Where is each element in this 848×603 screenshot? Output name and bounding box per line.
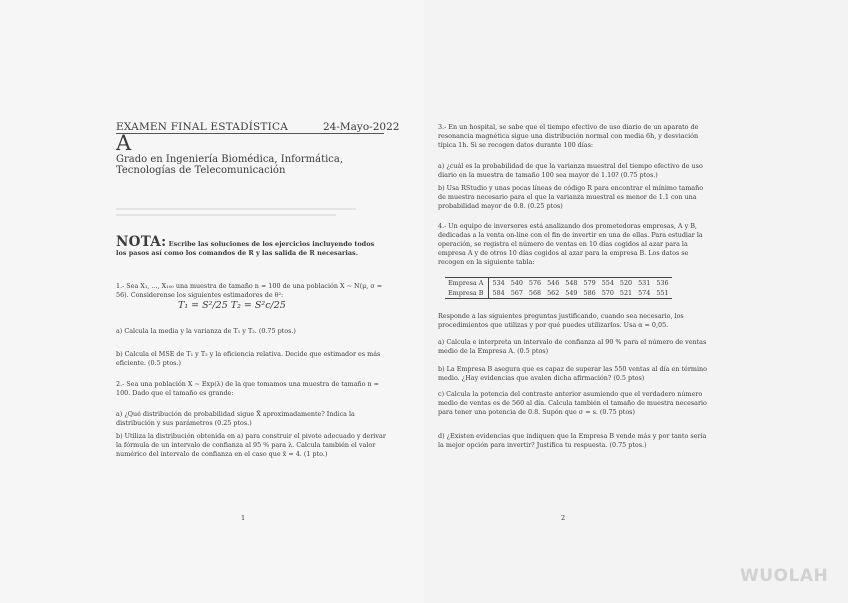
problem-2b: b) Utiliza la distribución obtenida en a) para construir el pivote adecuado y derivar la fórmula de un intervalo de confianza al 95 % para λ. Calcula también el valor numérico del intervalo de confianza en el caso que x̄ = 4. (1 pto.)	[116, 432, 386, 458]
table-cell: 534	[489, 278, 508, 289]
faint-divider	[116, 214, 336, 216]
table-cell: 531	[635, 278, 653, 289]
page-number-right: 2	[561, 514, 566, 522]
table-cell: 548	[562, 278, 580, 289]
table-cell: 549	[562, 288, 580, 299]
table-cell: 521	[617, 288, 635, 299]
table-row-label: Empresa A	[445, 278, 489, 289]
nota-block	[116, 234, 386, 257]
problem-2-statement: 2.- Sea una población X ∼ Exp(λ) de la que tomamos una muestra de tamaño n = 100. Dado que el tamaño es grande:	[116, 380, 379, 397]
exam-version: A	[116, 131, 132, 155]
table-cell: 536	[653, 278, 671, 289]
degree-title: Grado en Ingeniería Biomédica, Informática, Tecnologías de Telecomunicación	[116, 154, 344, 176]
table-cell: 540	[508, 278, 526, 289]
header-rule	[116, 133, 384, 134]
nota-heading: NOTA:	[116, 234, 167, 250]
table-cell: 567	[508, 288, 526, 299]
table-cell: 520	[617, 278, 635, 289]
exam-title: EXAMEN FINAL ESTADÍSTICA	[116, 121, 289, 133]
wuolah-watermark: WUOLAH	[740, 566, 829, 586]
problem-1-formula: T₁ = S²/25 T₂ = S²c/25	[178, 300, 286, 311]
table-cell: 568	[526, 288, 544, 299]
problem-4-intro: Responde a las siguientes preguntas justificando, cuando sea necesario, los procedimientos que utilizas y por qué puedes utilizarlos. Usa α = 0,05.	[438, 312, 684, 329]
table-cell: 586	[581, 288, 599, 299]
problem-4a: a) Calcula e interpreta un intervalo de confianza al 90 % para el número de ventas medio de la Empresa A. (0.5 ptos)	[438, 338, 707, 355]
problem-4d: d) ¿Existen evidencias que indiquen que la Empresa B vende más y por tanto sería la mejor opción para invertir? Justifica tu respuesta. (0.75 ptos.)	[438, 432, 707, 449]
faint-divider	[116, 208, 356, 210]
problem-1-statement: 1.- Sea X₁, ..., X₁₀₀ una muestra de tamaño n = 100 de una población X ∼ N(μ, σ = 56). Considerense los siguientes estimadores de θ²:	[116, 282, 383, 299]
sales-table	[445, 277, 672, 299]
table-cell: 584	[489, 288, 508, 299]
table-row	[445, 278, 672, 289]
table-cell: 579	[581, 278, 599, 289]
problem-4-statement: 4.- Un equipo de inversores está analizando dos prometedoras empresas, A y B, dedicadas a la venta on-line con el fin de invertir en una de ellas. Para estudiar la operación, se registra el número de ventas en 10 días cogidos al azar para la empresa A y de otros 10 días cogidos al azar para la empresa B. Los datos se recogen en la siguiente tabla:	[438, 222, 703, 266]
table-row-label: Empresa B	[445, 288, 489, 299]
table-cell: 546	[544, 278, 562, 289]
table-cell: 554	[599, 278, 617, 289]
table-row	[445, 288, 672, 299]
nota-text: Escribe las soluciones de los ejercicios incluyendo todos los pasos así como los comandos de R y las salida de R necesarias.	[116, 240, 375, 257]
table-cell: 551	[653, 288, 671, 299]
problem-4c: c) Calcula la potencia del contraste anterior asumiendo que el verdadero número medio de ventas es de 560 al día. Calcula también el tamaño de muestra necesario para tener una potencia de 0.8. Supón que σ = s. (0.75 ptos)	[438, 390, 707, 416]
table-cell: 576	[526, 278, 544, 289]
exam-date: 24-Mayo-2022	[323, 121, 400, 133]
problem-1a: a) Calcula la media y la varianza de T₁ y T₂. (0.75 ptos.)	[116, 327, 296, 335]
table-cell: 574	[635, 288, 653, 299]
problem-3a: a) ¿cuál es la probabilidad de que la varianza muestral del tiempo efectivo de uso diario en la muestra de tamaño 100 sea mayor de 1.10? (0.75 ptos.)	[438, 162, 703, 179]
table-cell: 562	[544, 288, 562, 299]
problem-3b: b) Usa RStudio y unas pocas líneas de código R para encontrar el mínimo tamaño de muestra necesario para el que la varianza muestral es menor de 1.1 con una probabilidad mayor de 0.8. (0.25 ptos)	[438, 184, 704, 210]
problem-3-statement: 3.- En un hospital, se sabe que el tiempo efectivo de uso diario de un aparato de resonancia magnética sigue una distribución normal con media 6h, y desviación típica 1h. Si se recogen datos durante 100 días:	[438, 123, 699, 149]
page-right	[424, 0, 848, 603]
page-number-left: 1	[241, 514, 246, 522]
problem-4b: b) La Empresa B asegura que es capaz de superar las 550 ventas al día en término medio. ¿Hay evidencias que avalen dicha afirmación? (0.5 ptos)	[438, 365, 707, 382]
problem-2a: a) ¿Qué distribución de probabilidad sigue X̄ aproximadamente? Indica la distribución y sus parámetros (0.25 ptos.)	[116, 410, 355, 427]
problem-1b: b) Calcula el MSE de T₁ y T₂ y la eficiencia relativa. Decide que estimador es más eficiente. (0.5 ptos.)	[116, 350, 381, 367]
table-cell: 570	[599, 288, 617, 299]
